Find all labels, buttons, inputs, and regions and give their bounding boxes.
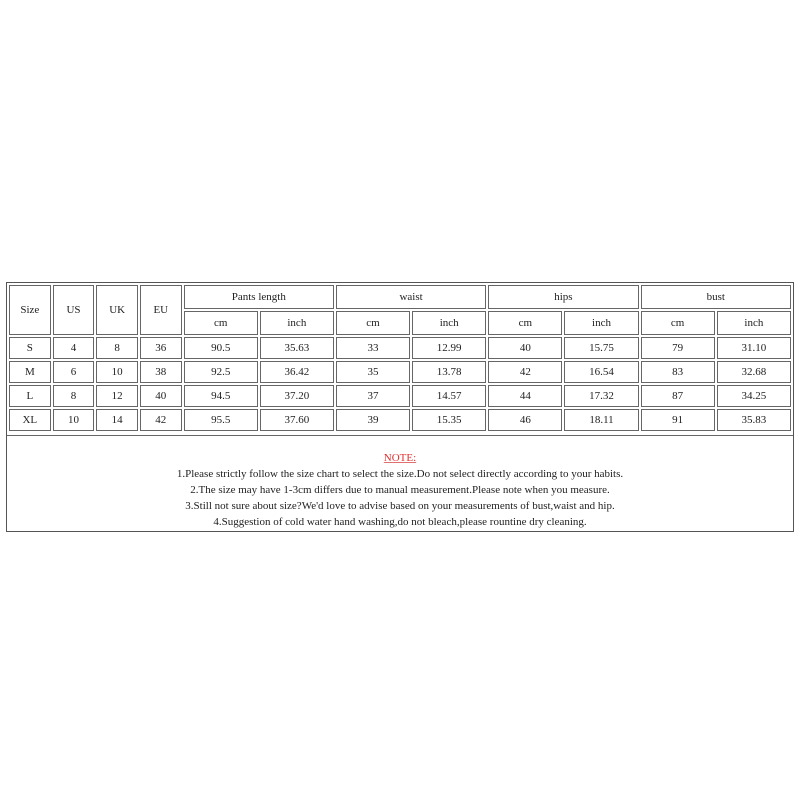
table-row bbox=[9, 409, 791, 431]
table-cell: 94.5 bbox=[184, 385, 258, 407]
unit-header: cm bbox=[641, 311, 715, 335]
table-cell: 10 bbox=[96, 361, 138, 383]
table-cell: 8 bbox=[96, 337, 138, 359]
unit-header: inch bbox=[260, 311, 334, 335]
table-cell: L bbox=[9, 385, 51, 407]
table-cell: 87 bbox=[641, 385, 715, 407]
table-cell: 8 bbox=[53, 385, 95, 407]
table-cell: 15.75 bbox=[564, 337, 638, 359]
unit-header: inch bbox=[564, 311, 638, 335]
header-bust: bust bbox=[641, 285, 791, 309]
table-cell: 79 bbox=[641, 337, 715, 359]
table-cell: 32.68 bbox=[717, 361, 791, 383]
table-cell: 40 bbox=[140, 385, 182, 407]
table-cell: 12 bbox=[96, 385, 138, 407]
table-cell: 37 bbox=[336, 385, 410, 407]
table-cell: 42 bbox=[140, 409, 182, 431]
table-cell: 18.11 bbox=[564, 409, 638, 431]
header-pants-length: Pants length bbox=[184, 285, 334, 309]
size-chart bbox=[6, 282, 794, 532]
table-cell: 16.54 bbox=[564, 361, 638, 383]
table-cell: 83 bbox=[641, 361, 715, 383]
header-hips: hips bbox=[488, 285, 638, 309]
note-title: NOTE: bbox=[383, 452, 417, 464]
table-cell: 35 bbox=[336, 361, 410, 383]
header-us: US bbox=[53, 285, 95, 335]
table-cell: 38 bbox=[140, 361, 182, 383]
table-cell: 13.78 bbox=[412, 361, 486, 383]
table-cell: 14.57 bbox=[412, 385, 486, 407]
unit-header: cm bbox=[184, 311, 258, 335]
table-cell: 40 bbox=[488, 337, 562, 359]
table-cell: 35.63 bbox=[260, 337, 334, 359]
table-cell: 4 bbox=[53, 337, 95, 359]
table-cell: 36 bbox=[140, 337, 182, 359]
note-line: 4.Suggestion of cold water hand washing,do not bleach,please rountine dry cleaning. bbox=[213, 516, 587, 529]
table-cell: 39 bbox=[336, 409, 410, 431]
table-cell: 92.5 bbox=[184, 361, 258, 383]
note-line: 3.Still not sure about size?We'd love to advise based on your measurements of bust,waist and hip. bbox=[185, 500, 615, 513]
header-size: Size bbox=[9, 285, 51, 335]
unit-header: inch bbox=[412, 311, 486, 335]
table-cell: 91 bbox=[641, 409, 715, 431]
header-uk: UK bbox=[96, 285, 138, 335]
table-cell: 95.5 bbox=[184, 409, 258, 431]
table-cell: 12.99 bbox=[412, 337, 486, 359]
table-cell: S bbox=[9, 337, 51, 359]
table-row bbox=[9, 385, 791, 407]
table-cell: 35.83 bbox=[717, 409, 791, 431]
table-cell: 10 bbox=[53, 409, 95, 431]
table-cell: 36.42 bbox=[260, 361, 334, 383]
table-cell: 31.10 bbox=[717, 337, 791, 359]
table-cell: 33 bbox=[336, 337, 410, 359]
table-cell: M bbox=[9, 361, 51, 383]
unit-header: cm bbox=[488, 311, 562, 335]
table-cell: 42 bbox=[488, 361, 562, 383]
table-cell: XL bbox=[9, 409, 51, 431]
table-cell: 37.20 bbox=[260, 385, 334, 407]
table-cell: 34.25 bbox=[717, 385, 791, 407]
table-cell: 17.32 bbox=[564, 385, 638, 407]
table-cell: 14 bbox=[96, 409, 138, 431]
note-section bbox=[7, 435, 793, 532]
header-eu: EU bbox=[140, 285, 182, 335]
unit-header: cm bbox=[336, 311, 410, 335]
header-waist: waist bbox=[336, 285, 486, 309]
table-row bbox=[9, 337, 791, 359]
table-cell: 90.5 bbox=[184, 337, 258, 359]
table-cell: 15.35 bbox=[412, 409, 486, 431]
table-cell: 44 bbox=[488, 385, 562, 407]
table-cell: 46 bbox=[488, 409, 562, 431]
table-cell: 37.60 bbox=[260, 409, 334, 431]
unit-header: inch bbox=[717, 311, 791, 335]
table-row bbox=[9, 361, 791, 383]
note-line: 2.The size may have 1-3cm differs due to manual measurement.Please note when you measure. bbox=[190, 484, 610, 497]
size-table bbox=[7, 283, 793, 433]
note-line: 1.Please strictly follow the size chart to select the size.Do not select directly according to your habits. bbox=[176, 468, 624, 480]
table-cell: 6 bbox=[53, 361, 95, 383]
